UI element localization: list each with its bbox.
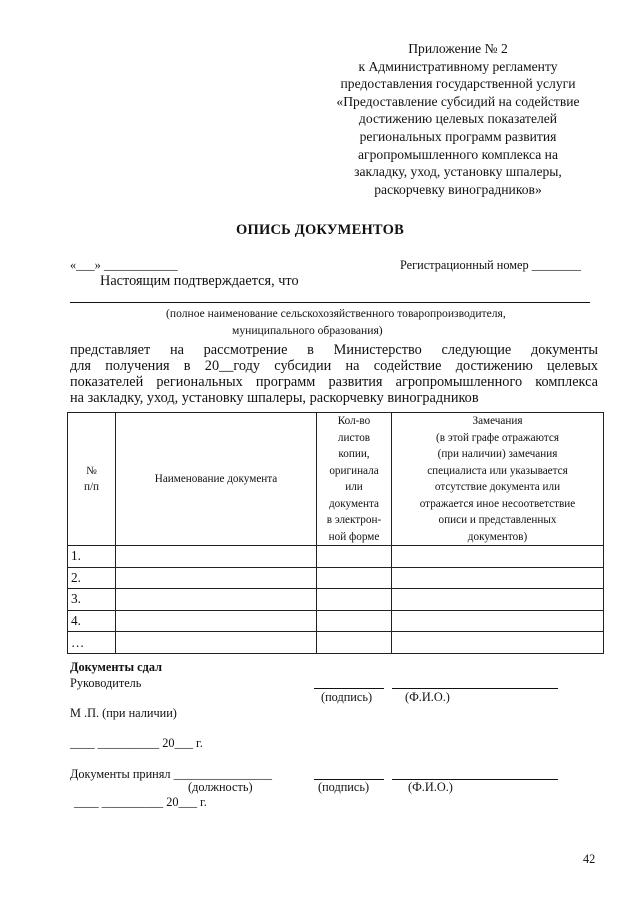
header-sheet-count: Кол-во листов копии, оригинала или документа в электрон- ной форме: [317, 413, 392, 546]
annex-line: закладку, уход, установку шпалеры,: [354, 164, 562, 180]
accepted-position-label: (должность): [188, 780, 253, 794]
accepted-position-field: Документы принял ________________: [70, 767, 272, 781]
remarks-cell[interactable]: [392, 567, 604, 589]
table-row: [68, 546, 604, 568]
document-name-cell[interactable]: [116, 632, 317, 654]
sheet-count-cell[interactable]: [317, 632, 392, 654]
remarks-cell[interactable]: [392, 589, 604, 611]
annex-line: предоставления государственной услуги: [340, 76, 576, 92]
submitted-role: Руководитель: [70, 676, 142, 690]
document-title: ОПИСЬ ДОКУМЕНТОВ: [236, 222, 404, 238]
registration-number: Регистрационный номер ________: [400, 258, 581, 272]
submitted-fio-line[interactable]: [392, 688, 558, 689]
request-paragraph: [70, 342, 598, 406]
accepted-date: ____ __________ 20___ г.: [74, 795, 207, 809]
confirm-text: Настоящим подтверждается, что: [100, 273, 299, 289]
document-name-cell[interactable]: [116, 589, 317, 611]
accepted-fio-label: (Ф.И.О.): [408, 780, 453, 794]
paragraph-line: для получения в 20__году субсидии на содействие достижению целевых: [70, 358, 598, 374]
annex-line: региональных программ развития: [359, 128, 557, 144]
row-number: 4.: [68, 610, 116, 632]
document-name-cell[interactable]: [116, 610, 317, 632]
page-number: 42: [583, 852, 596, 866]
sheet-count-cell[interactable]: [317, 610, 392, 632]
submitted-sign-label: (подпись): [321, 690, 373, 704]
table-row: [68, 567, 604, 589]
applicant-name-line: [70, 302, 590, 303]
sheet-count-cell[interactable]: [317, 546, 392, 568]
annex-line: к Административному регламенту: [358, 58, 558, 74]
paragraph-line: на закладку, уход, установку шпалеры, раскорчевку виноградников: [70, 390, 479, 406]
row-number: …: [68, 632, 116, 654]
annex-line: «Предоставление субсидий на содействие: [336, 93, 580, 109]
documents-table: [67, 412, 604, 654]
applicant-hint-line1: (полное наименование сельскохозяйственного товаропроизводителя,: [166, 307, 506, 320]
annex-header: [318, 40, 598, 198]
header-remarks: Замечания (в этой графе отражаются (при наличии) замечания специалиста или указывается отсутствие документа или отражается иное несоответствие описи и представленных документов): [392, 413, 604, 546]
remarks-cell[interactable]: [392, 546, 604, 568]
applicant-hint-line2: муниципального образования): [232, 324, 383, 337]
paragraph-line: показателей региональных программ развития агропромышленного комплекса: [70, 374, 598, 390]
paragraph-line: представляет на рассмотрение в Министерство следующие документы: [70, 342, 598, 358]
submitted-date: ____ __________ 20___ г.: [70, 736, 203, 750]
accepted-sign-label: (подпись): [318, 780, 370, 794]
annex-line: достижению целевых показателей: [358, 111, 558, 127]
sheet-count-cell[interactable]: [317, 567, 392, 589]
header-number: № п/п: [68, 413, 116, 546]
submitted-fio-label: (Ф.И.О.): [405, 690, 450, 704]
date-field: «___» ____________: [70, 258, 178, 272]
remarks-cell[interactable]: [392, 632, 604, 654]
sheet-count-cell[interactable]: [317, 589, 392, 611]
row-number: 1.: [68, 546, 116, 568]
document-name-cell[interactable]: [116, 546, 317, 568]
annex-line: раскорчевку виноградников»: [374, 181, 542, 197]
remarks-cell[interactable]: [392, 610, 604, 632]
submitted-title: Документы сдал: [70, 660, 162, 674]
row-number: 2.: [68, 567, 116, 589]
stamp-label: М .П. (при наличии): [70, 706, 177, 720]
table-row: [68, 632, 604, 654]
header-document-name: Наименование документа: [116, 413, 317, 546]
annex-line: Приложение № 2: [408, 41, 508, 56]
row-number: 3.: [68, 589, 116, 611]
table-row: [68, 610, 604, 632]
table-header-row: [68, 413, 604, 546]
submitted-signature-line[interactable]: [314, 688, 384, 689]
annex-line: агропромышленного комплекса на: [358, 146, 558, 162]
table-row: [68, 589, 604, 611]
document-name-cell[interactable]: [116, 567, 317, 589]
